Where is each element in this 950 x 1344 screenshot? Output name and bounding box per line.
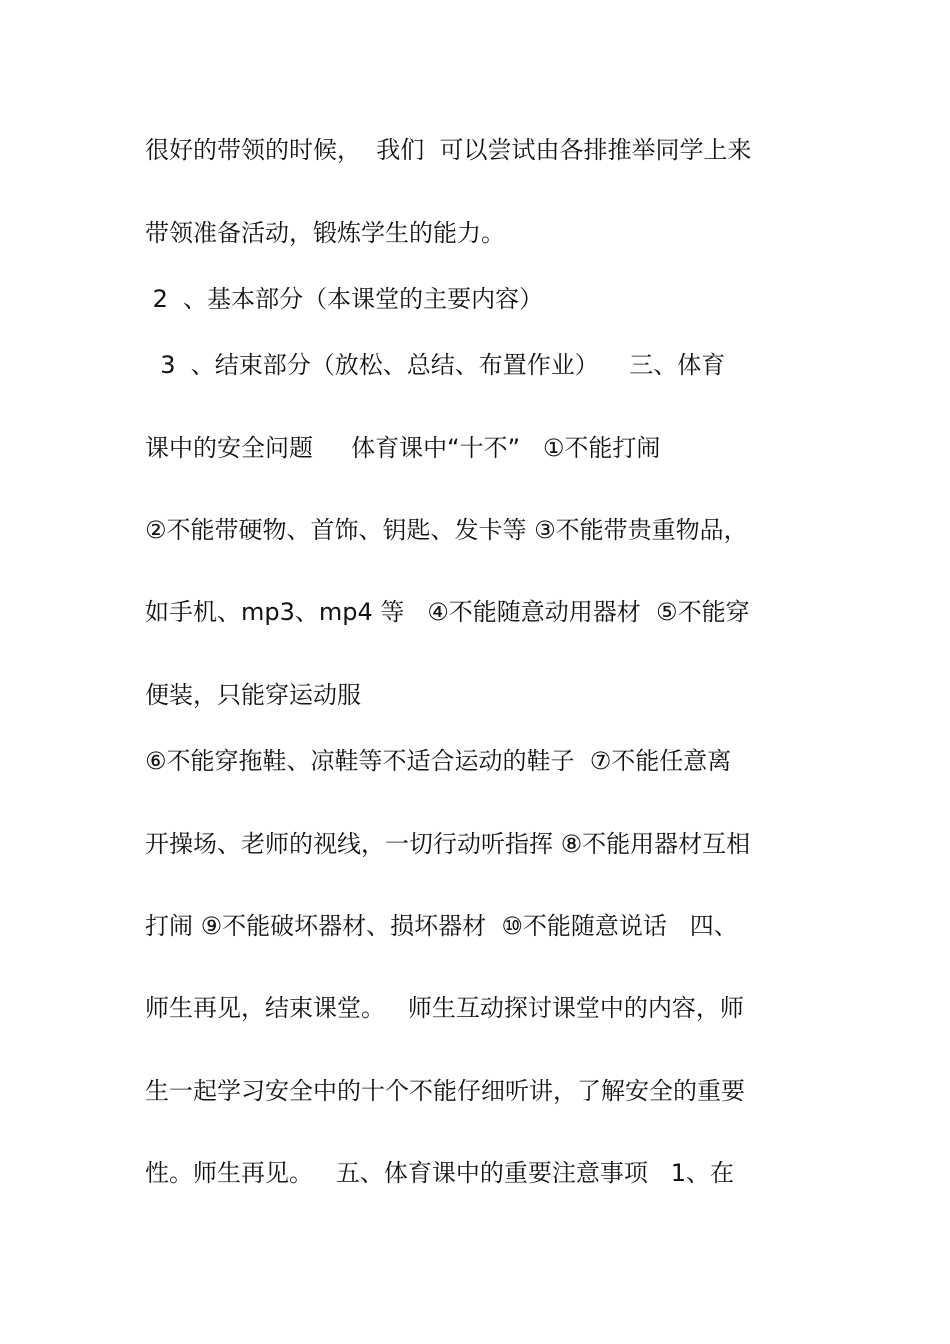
text-line-3: 2 、基本部分（本课堂的主要内容） <box>145 285 544 313</box>
text-line-2: 带领准备活动，锻炼学生的能力。 <box>145 219 505 247</box>
text-line-7: 如手机、mp3、mp4 等 ④不能随意动用器材 ⑤不能穿 <box>145 598 750 626</box>
text-line-5: 课中的安全问题 体育课中“十不” ①不能打闹 <box>145 434 661 462</box>
text-line-13: 生一起学习安全中的十个不能仔细听讲，了解安全的重要 <box>145 1077 745 1105</box>
text-line-11: 打闹 ⑨不能破坏器材、损坏器材 ⑩不能随意说话 四、 <box>145 912 738 940</box>
text-line-14: 性。师生再见。 五、体育课中的重要注意事项 1、在 <box>145 1159 735 1187</box>
text-line-1: 很好的带领的时候， 我们 可以尝试由各排推举同学上来 <box>145 136 752 164</box>
text-line-8: 便装，只能穿运动服 <box>145 681 361 709</box>
text-line-9: ⑥不能穿拖鞋、凉鞋等不适合运动的鞋子 ⑦不能任意离 <box>145 747 732 775</box>
text-line-10: 开操场、老师的视线，一切行动听指挥 ⑧不能用器材互相 <box>145 830 751 858</box>
text-line-6: ②不能带硬物、首饰、钥匙、发卡等 ③不能带贵重物品， <box>145 516 748 544</box>
text-line-4: 3 、结束部分（放松、总结、布置作业） 三、体育 <box>145 351 726 379</box>
text-line-12: 师生再见，结束课堂。 师生互动探讨课堂中的内容，师 <box>145 994 744 1022</box>
